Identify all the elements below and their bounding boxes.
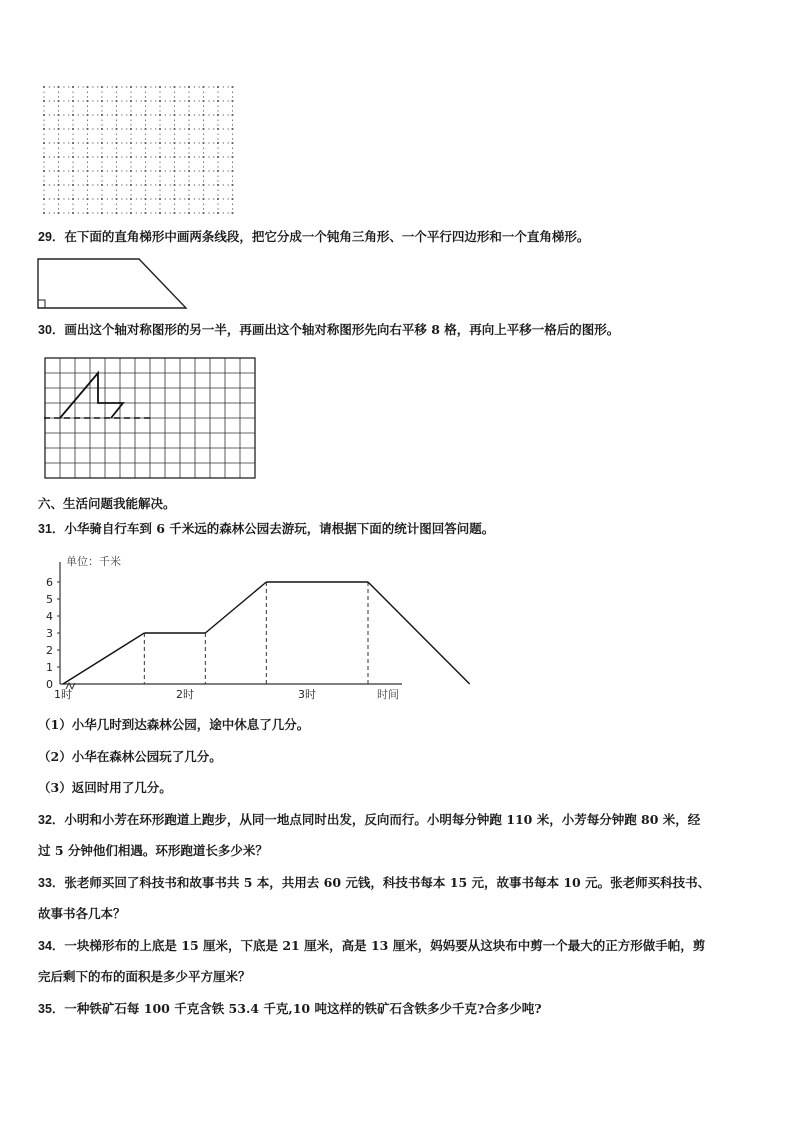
- distance-time-chart: [30, 548, 410, 703]
- question-text-line-1: 张老师买回了科技书和故事书共 5 本，共用去 60 元钱，科技书每本 15 元，故事书每本 10 元。张老师买科技书、: [64, 875, 711, 890]
- question-number: 29．: [38, 230, 65, 244]
- question-29: [38, 228, 589, 246]
- series-segment: [368, 582, 470, 684]
- question-text-line-1: 小明和小芳在环形跑道上跑步，从同一地点同时出发，反向而行。小明每分钟跑 110 米，小芳每分钟跑 80 米，经: [64, 812, 701, 827]
- y-tick-label: 0: [46, 678, 53, 691]
- x-tick-label: 2时: [176, 688, 194, 701]
- question-number: 31．: [38, 522, 65, 536]
- question-number: 32．: [38, 813, 65, 827]
- y-tick-label: 4: [46, 610, 53, 623]
- question-35: [38, 1000, 542, 1018]
- y-axis-title: 单位：千米: [66, 555, 121, 568]
- question-31: [38, 520, 494, 538]
- series-segment: [205, 582, 266, 633]
- question-33: [38, 874, 710, 892]
- half-shape: [60, 373, 123, 418]
- question-number: 30．: [38, 323, 65, 337]
- y-tick-label: 5: [46, 593, 53, 606]
- question-text-line-1: 一块梯形布的上底是 15 厘米，下底是 21 厘米，高是 13 厘米，妈妈要从这块布中剪一个最大的正方形做手帕，剪: [64, 938, 706, 953]
- y-tick-label: 3: [46, 627, 53, 640]
- y-tick-label: 6: [46, 576, 53, 589]
- question-text: 画出这个轴对称图形的另一半，再画出这个轴对称图形先向右平移 8 格，再向上平移一格后的图形。: [64, 322, 620, 337]
- question-30: [38, 321, 619, 339]
- question-text-line-2: 过 5 分钟他们相遇。环形跑道长多少米？: [38, 843, 268, 858]
- x-tick-label: 1时: [54, 688, 72, 701]
- question-text: 一种铁矿石每 100 千克含铁 53.4 千克,10 吨这样的铁矿石含铁多少千克?合多少吨?: [64, 1001, 542, 1016]
- question-text-line-2: 完后剩下的布的面积是多少平方厘米？: [38, 969, 251, 984]
- x-axis-title: 时间: [377, 688, 399, 701]
- symmetry-grid-figure: [44, 357, 258, 479]
- question-number: 33．: [38, 876, 65, 890]
- question-number: 34．: [38, 939, 65, 953]
- right-trapezoid-figure: [36, 256, 192, 312]
- question-text: 在下面的直角梯形中画两条线段，把它分成一个钝角三角形、一个平行四边形和一个直角梯形。: [64, 229, 590, 244]
- y-tick-label: 1: [46, 661, 53, 674]
- question-34: [38, 937, 705, 955]
- y-tick-label: 2: [46, 644, 53, 657]
- x-tick-label: 3时: [298, 688, 316, 701]
- question-text-line-2: 故事书各几本？: [38, 906, 126, 921]
- question-31-sub-1: （1）小华几时到达森林公园，途中休息了几分。: [38, 717, 310, 732]
- question-31-sub-2: （2）小华在森林公园玩了几分。: [38, 749, 222, 764]
- question-number: 35．: [38, 1002, 65, 1016]
- question-31-sub-3: （3）返回时用了几分。: [38, 780, 172, 795]
- section-heading: 六、生活问题我能解决。: [38, 496, 176, 511]
- question-text: 小华骑自行车到 6 千米远的森林公园去游玩，请根据下面的统计图回答问题。: [64, 521, 495, 536]
- series-segment: [63, 633, 144, 684]
- question-32: [38, 811, 700, 829]
- dotted-grid: [40, 83, 240, 218]
